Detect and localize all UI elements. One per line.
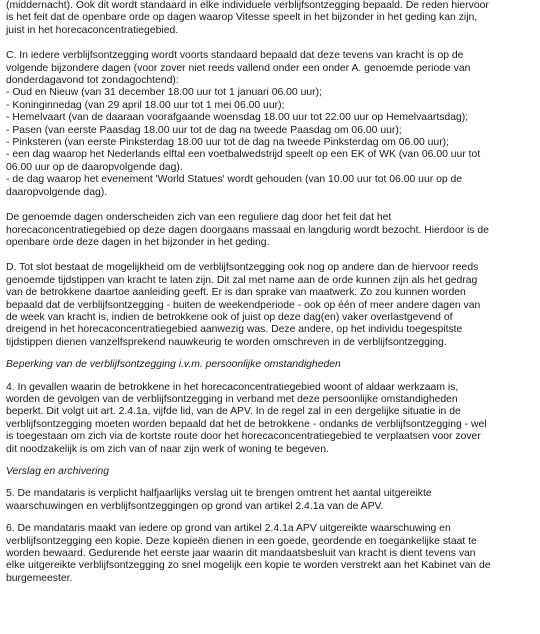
- paragraph-continuation: (middernacht). Ook dit wordt standaard in elke individuele verblijfsontzegging bepaald. De reden hiervoor is het feit dat de openbare orde op dagen waarop Vitesse speelt in het bijzonder in het geding kan zijn, juist in het horecaconcentratiegebied.: [6, 0, 489, 36]
- paragraph-c: C. In iedere verblijfsontzegging wordt voorts standaard bepaald dat deze tevens van kracht is op de volgende bijzondere dagen (voor zover niet reeds vallend onder een onder A. genoemde periode van donderdagavond tot zondagochtend): - Oud en Nieuw (van 31 december 18.00 uur tot 1 januari 06.00 uur); - Koninginnedag (van 29 april 18.00 uur tot 1 mei 06.00 uur); - Hemelvaart (van de daaraan voorafgaande woensdag 18.00 uur tot 22.00 uur op Hemelvaartsdag); - Pasen (van eerste Paasdag 18.00 uur tot de dag na tweede Paasdag om 06.00 uur); - Pinksteren (van eerste Pinksterdag 18.00 uur tot de dag na tweede Pinksterdag om 06.00 uur); - een dag waarop het Nederlands elftal een voetbalwedstrijd speelt op een EK of WK (van 06.00 uur tot 06.00 uur op de daaropvolgende dag). - de dag waarop het evenement 'World Statues' wordt gehouden (van 10.00 uur tot 06.00 uur op de daaropvolgende dag).: [6, 50, 481, 198]
- section-heading-persoonlijke-omstandigheden: Beperking van de verblijfsontzegging i.v.m. persoonlijke omstandigheden: [6, 359, 341, 371]
- paragraph-6: 6. De mandataris maakt van iedere op grond van artikel 2.4.1a APV uitgereikte waarschuwing en verblijfsontzegging een kopie. Deze kopieën dienen in een goede, geordende en toegankelijke staat te worden bewaard. Gedurende het eerste jaar waarin dit mandaatsbesluit van kracht is dient tevens van elke uitgereikte verblijfsontzegging zo snel mogelijk een kopie te worden verstrekt aan het Kabinet van de burgemeester.: [6, 523, 491, 584]
- paragraph-5: 5. De mandataris is verplicht halfjaarlijks verslag uit te brengen omtrent het aantal uitgereikte waarschuwingen en verblijfsontzeggingen op grond van artikel 2.4.1a van de APV.: [6, 488, 432, 512]
- section-heading-verslag: Verslag en archivering: [6, 466, 109, 477]
- paragraph-4: 4. In gevallen waarin de betrokkene in het horecaconcentratiegebied woont of aldaar werkzaam is, worden de gevolgen van de verblijfsontzegging in verband met deze persoonlijke omstandigheden beperkt. Dit volgt uit art. 2.4.1a, vijfde lid, van de APV. In de regel zal in een dergelijke situatie in de verblijfsontzegging moeten worden bepaald dat het de betrokkene - ondanks de verblijfsontzegging - wel is toegestaan om zich via de kortste route door het horecaconcentratiegebied te verplaatsen voor zover dit noodzakelijk is om zich van of naar zijn werk of woning te begeven.: [6, 381, 487, 455]
- paragraph-genoemde-dagen: De genoemde dagen onderscheiden zich van een reguliere dag door het feit dat het horecaconcentratiegebied op deze dagen doorgaans massaal en langdurig wordt bezocht. Hierdoor is de openbare orde deze dagen in het bijzonder in het geding.: [6, 212, 489, 248]
- paragraph-d: D. Tot slot bestaat de mogelijkheid om de verblijfsontzegging ook nog op andere dan de hiervoor reeds genoemde tijdstippen van kracht te laten zijn. Dit zal met name aan de orde kunnen zijn als het gedrag van de betrokkene daartoe aanleiding geeft. Er is dan sprake van maatwerk. Zo zou kunnen worden bepaald dat de verblijfsontzegging - buiten de weekendperiode - ook op één of meer andere dagen van de week van kracht is, indien de betrokkene ook of juist op deze dag(en) vaker overlastgevend of dreigend in het horecaconcentratiegebied aanwezig was. Deze andere, op het individu toegespitste tijdstippen dienen vanzelfsprekend nauwkeurig te worden omschreven in de verblijfsontzegging.: [6, 262, 481, 348]
